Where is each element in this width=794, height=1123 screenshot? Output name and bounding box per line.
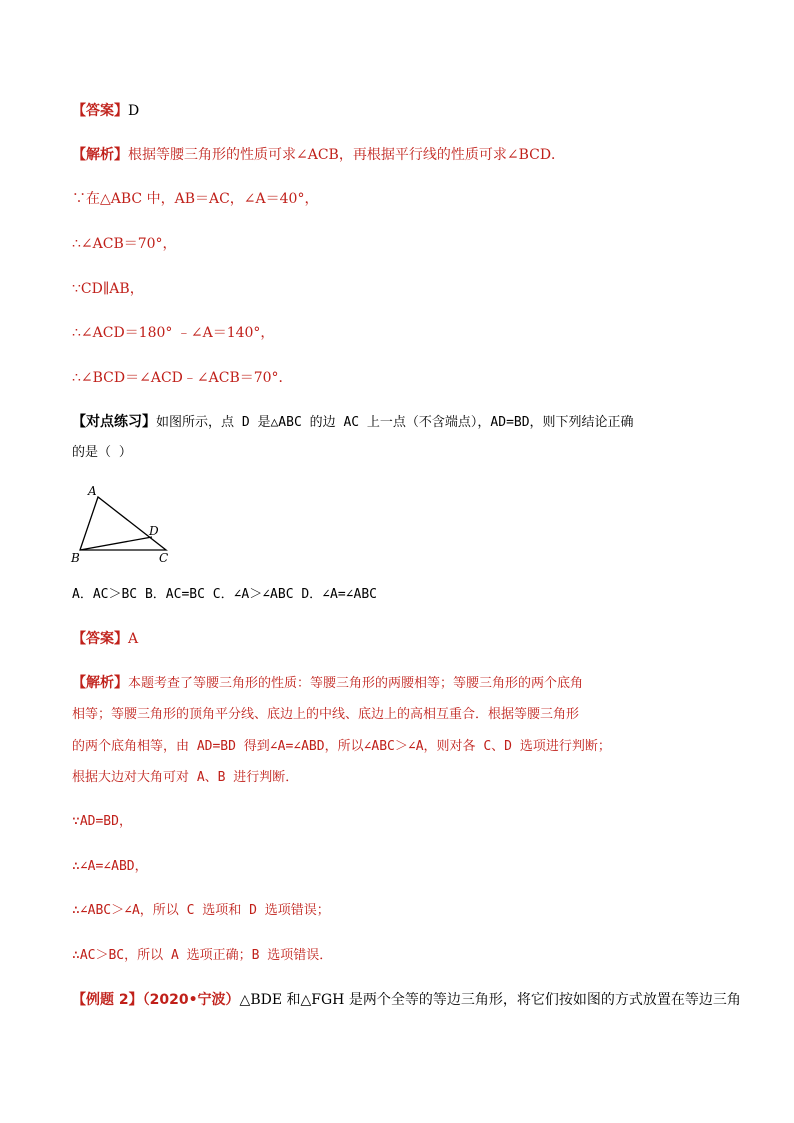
vertex-label-d: D — [149, 524, 159, 538]
answer-line — [72, 101, 139, 121]
vertex-label-b: B — [71, 551, 80, 565]
practice-options: A．AC＞BC B．AC=BC C．∠A＞∠ABC D．∠A=∠ABC — [72, 587, 377, 602]
example2-tag: 【例题 2】 — [72, 992, 143, 1008]
practice-question-line1 — [72, 412, 634, 433]
vertex-label-c: C — [159, 551, 169, 565]
practice-analysis-line: 的两个底角相等，由 AD=BD 得到∠A=∠ABD，所以∠ABC＞∠A，则对各 C、D 选项进行判断； — [72, 739, 611, 754]
practice-analysis-line1 — [72, 673, 583, 694]
practice-tag: 【对点练习】 — [72, 414, 156, 430]
practice-step: ∴∠ABC＞∠A，所以 C 选项和 D 选项错误； — [72, 903, 330, 918]
practice-analysis-tag: 【解析】 — [72, 675, 128, 691]
practice-answer-value: A — [128, 631, 139, 647]
practice-step: ∴∠A=∠ABD， — [72, 859, 148, 874]
practice-analysis-text: 本题考查了等腰三角形的性质：等腰三角形的两腰相等；等腰三角形的两个底角 — [128, 676, 584, 691]
answer-tag: 【答案】 — [72, 103, 128, 119]
triangle-figure — [66, 480, 176, 566]
example2-line — [72, 990, 741, 1010]
practice-answer-tag: 【答案】 — [72, 631, 128, 647]
practice-question-line2: 的是（ ） — [72, 445, 132, 460]
solution-step: ∴∠ACD＝180° ﹣∠A＝140°， — [72, 325, 275, 341]
solution-step: ∴∠ACB＝70°， — [72, 236, 177, 252]
vertex-label-a: A — [88, 484, 97, 498]
answer-value: D — [128, 103, 140, 119]
example2-text: △BDE 和△FGH 是两个全等的等边三角形，将它们按如图的方式放置在等边三角 — [239, 992, 741, 1008]
solution-step: ∵在△ABC 中，AB＝AC，∠A＝40°， — [72, 191, 319, 207]
practice-step: ∵AD=BD， — [72, 814, 132, 829]
segment-bd — [80, 537, 152, 550]
practice-step: ∴AC＞BC，所以 A 选项正确；B 选项错误． — [72, 948, 333, 963]
analysis-tag: 【解析】 — [72, 147, 128, 163]
practice-question-text: 如图所示，点 D 是△ABC 的边 AC 上一点（不含端点），AD=BD，则下列结论正确 — [156, 415, 634, 430]
solution-step: ∵CD∥AB， — [72, 281, 144, 297]
practice-analysis-line: 相等；等腰三角形的顶角平分线、底边上的中线、底边上的高相互重合．根据等腰三角形 — [72, 707, 580, 722]
analysis-text: 根据等腰三角形的性质可求∠ACB，再根据平行线的性质可求∠BCD． — [128, 147, 566, 163]
solution-step: ∴∠BCD＝∠ACD﹣∠ACB＝70°． — [72, 370, 293, 386]
practice-answer-line — [72, 629, 138, 649]
example2-source: （2020•宁波） — [142, 992, 240, 1008]
analysis-line — [72, 145, 565, 165]
practice-analysis-line: 根据大边对大角可对 A、B 进行判断． — [72, 770, 299, 785]
